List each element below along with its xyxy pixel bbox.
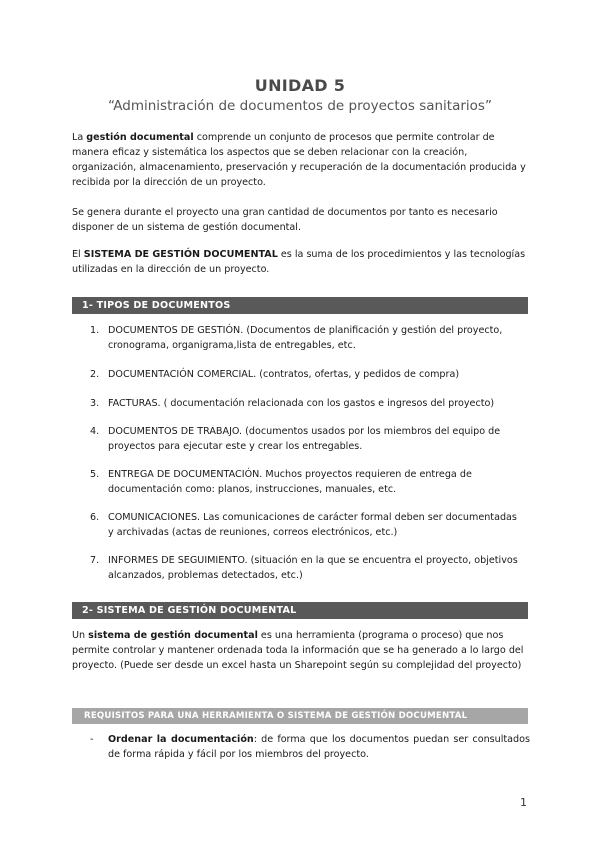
bold-term: gestión documental [86, 132, 194, 143]
intro-paragraph-2: Se genera durante el proyecto una gran cantidad de documentos por tanto es necesario disponer de un sistema de gestión documental. [72, 207, 498, 233]
list-number: 5. [90, 469, 100, 480]
list-text: DOCUMENTOS DE TRABAJO. (documentos usados por los miembros del equipo de proyectos para ejecutar este y crear los entregables. [108, 426, 501, 452]
list-text: FACTURAS. ( documentación relacionada con los gastos e ingresos del proyecto) [108, 398, 495, 409]
subheading-requisitos: REQUISITOS PARA UNA HERRAMIENTA O SISTEMA DE GESTIÓN DOCUMENTAL [72, 708, 528, 724]
section-heading-sistema: 2- SISTEMA DE GESTIÓN DOCUMENTAL [72, 602, 528, 619]
list-number: 4. [90, 426, 100, 437]
list-number: 3. [90, 398, 100, 409]
section-heading-tipos: 1- TIPOS DE DOCUMENTOS [72, 297, 528, 314]
page-number: 1 [520, 796, 527, 809]
list-number: 6. [90, 512, 100, 523]
page-subtitle: “Administración de documentos de proyectos sanitarios” [108, 98, 492, 114]
requirement-text: Ordenar la documentación: de forma que los documentos puedan ser consultados de forma rápida y fácil por los miembros del proyecto. [108, 734, 530, 760]
list-text: INFORMES DE SEGUIMIENTO. (situación en la que se encuentra el proyecto, objetivos alcanzados, problemas detectados, etc.) [108, 555, 518, 581]
dash-bullet: - [90, 734, 94, 745]
intro-paragraph-1: La gestión documental comprende un conjunto de procesos que permite controlar de manera eficaz y sistemática los aspectos que se deben relacionar con la creación, organización, almacenamiento, preservación y recuperación de la documentación producida y recibida por la dirección de un proyecto. [72, 132, 526, 188]
list-number: 7. [90, 555, 100, 566]
list-number: 2. [90, 369, 100, 380]
intro-paragraph-3: El SISTEMA DE GESTIÓN DOCUMENTAL es la suma de los procedimientos y las tecnologías utilizadas en la dirección de un proyecto. [72, 249, 526, 275]
list-text: COMUNICACIONES. Las comunicaciones de carácter formal deben ser documentadas y archivadas (actas de reuniones, correos electrónicos, etc.) [108, 512, 517, 538]
bold-term: SISTEMA DE GESTIÓN DOCUMENTAL [83, 249, 278, 260]
list-text: DOCUMENTACIÓN COMERCIAL. (contratos, ofertas, y pedidos de compra) [108, 369, 460, 380]
sistema-paragraph: Un sistema de gestión documental es una herramienta (programa o proceso) que nos permite controlar y mantener ordenada toda la información que se ha generado a lo largo del proyecto. (Puede ser desde un excel hasta un Sharepoint según su complejidad del proyecto) [72, 630, 524, 671]
list-text: DOCUMENTOS DE GESTIÓN. (Documentos de planificación y gestión del proyecto, cronograma, organigrama,lista de entregables, etc. [108, 325, 503, 351]
page-title: UNIDAD 5 [254, 76, 346, 95]
bold-term: Ordenar la documentación [108, 734, 254, 745]
bold-term: sistema de gestión documental [88, 630, 258, 641]
list-text: ENTREGA DE DOCUMENTACIÓN. Muchos proyectos requieren de entrega de documentación como: planos, instrucciones, manuales, etc. [108, 469, 472, 495]
list-number: 1. [90, 325, 100, 336]
